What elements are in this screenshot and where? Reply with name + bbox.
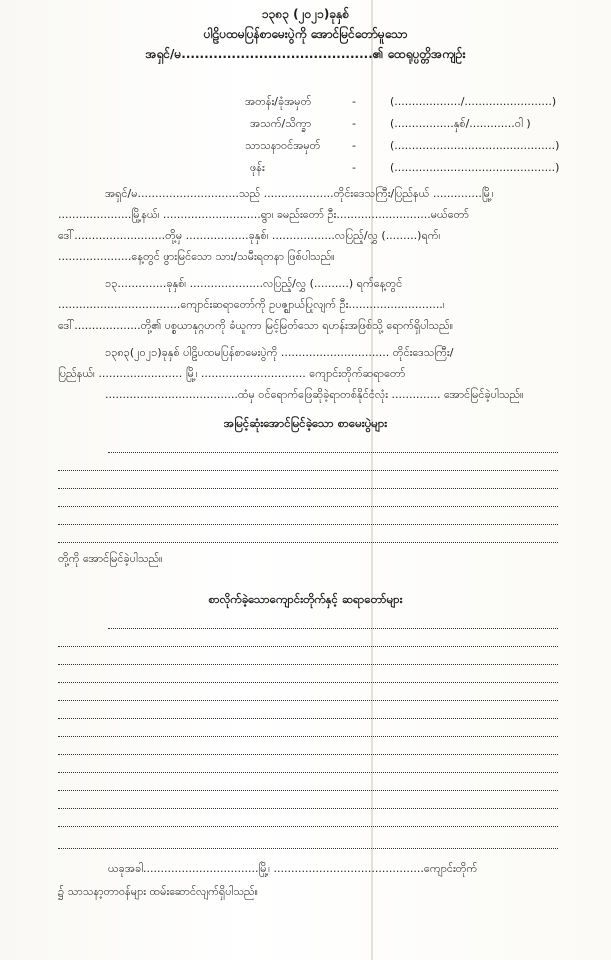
paper-fold [371, 0, 373, 960]
para1-line: အရှင်/မ.............................သည် ....................တိုင်းဒေသကြီး/ပြည်နယ် ..............မြို့၊ [105, 187, 494, 200]
blank-line[interactable] [58, 470, 558, 471]
para3-line: ......................................ထံမှ ဝင်ရောက်ဖြေဆိုခဲ့ရာတစ်နိုင်ငံလုံး .............. အောင်မြင်ခဲ့ပါသည်။ [105, 388, 524, 401]
field-dash: - [352, 117, 356, 130]
blank-line[interactable] [58, 524, 558, 525]
field-dash: - [352, 95, 356, 108]
field-value-sasana-number[interactable]: (..............................................) [390, 139, 560, 152]
field-label-age-vassa: အသက်/သိက္ခာ [250, 117, 312, 130]
header-biography-title: အရှင်/မ..........................................၏ ထေရုပ္ပတ္တိအကျဉ်း [145, 47, 466, 61]
closing-line: ၌ သာသနာ့တာဝန်များ ထမ်းဆောင်လျက်ရှိပါသည်။ [58, 885, 258, 898]
para1-line: ဒေါ်..........................တို့မှ ..................ခုနှစ်၊ ..................လပြည့်/လွှ (.........)ရက်၊ [58, 229, 441, 242]
blank-line[interactable] [58, 488, 558, 489]
para2-line: ၁၃..............ခုနှစ်၊ .....................လပြည့်/လွှ (..........) ရက်နေ့တွင် [105, 277, 403, 290]
field-dash: - [352, 161, 356, 174]
closing-line: ယခုအခါ.................................မြို့၊ ...........................................ကျောင်းတိုက် [108, 862, 478, 875]
header-exam-title: ပါဠိပထမပြန်စာမေးပွဲကို အောင်မြင်တော်မူသော [203, 27, 408, 41]
blank-line[interactable] [58, 790, 558, 791]
para3-line: ၁၃၈၃(၂၀၂၁)ခုနှစ် ပါဠိပထမပြန်စာမေးပွဲကို ............................... တိုင်းဒေသကြီး/ [105, 346, 454, 359]
section-monasteries-title: စာလိုက်ခဲ့သောကျောင်းတိုက်နှင့် ဆရာတော်များ [208, 592, 403, 606]
header-year: ၁၃၈၃ (၂၀၂၁)ခုနှစ် [261, 7, 350, 21]
blank-line[interactable] [108, 452, 558, 453]
blank-line[interactable] [58, 718, 558, 719]
blank-line[interactable] [58, 682, 558, 683]
section-highest-exams-footer: တို့ကို အောင်မြင်ခဲ့ပါသည်။ [58, 552, 163, 565]
field-value-age-vassa[interactable]: (.................နှစ်/.............ဝါ ) [390, 117, 531, 130]
blank-line[interactable] [58, 736, 558, 737]
field-label-sasana-number: သာသနာဝင်အမှတ် [245, 139, 321, 152]
blank-line[interactable] [58, 646, 558, 647]
para2-line: ...................................ကျောင်းဆရာတော်ကို ဥပဇ္ဈာယ်ပြုလျက် ဦး...........................၊ [58, 298, 445, 311]
field-label-phone: ဖုန်း [250, 161, 265, 174]
blank-line[interactable] [58, 542, 558, 543]
para1-line: .....................မြို့နယ်၊ ............................ရွာ၊ ခမည်းတော် ဦး...........................မယ်တော် [58, 208, 469, 221]
blank-line[interactable] [108, 628, 558, 629]
blank-line[interactable] [58, 826, 558, 827]
para3-line: ပြည်နယ်၊ ........................ မြို့၊ .............................. ကျောင်းတိုက်ဆရာတော် [58, 367, 406, 380]
para1-line: .....................နေ့တွင် ဖွားမြင်သော သား/သမီးရတနာ ဖြစ်ပါသည်။ [58, 250, 335, 263]
field-value-phone[interactable]: (..............................................) [390, 161, 560, 174]
para2-line: ဒေါ်...................တို့၏ ပစ္စယာနုဂ္ဂဟကို ခံယူကာ မြင့်မြတ်သော ရဟန်းအဖြစ်သို့ ရောက်ရှိပါသည်။ [58, 319, 454, 332]
blank-line[interactable] [58, 772, 558, 773]
blank-line[interactable] [58, 808, 558, 809]
field-label-class-seat: အတန်း/ခုံအမှတ် [245, 95, 312, 108]
field-value-class-seat[interactable]: (.................../.........................) [390, 95, 557, 108]
blank-line[interactable] [58, 700, 558, 701]
blank-line[interactable] [58, 848, 558, 849]
blank-line[interactable] [58, 754, 558, 755]
section-highest-exams-title: အမြင့်ဆုံးအောင်မြင်ခဲ့သော စာမေးပွဲများ [223, 416, 388, 430]
field-dash: - [352, 139, 356, 152]
blank-line[interactable] [58, 664, 558, 665]
blank-line[interactable] [58, 506, 558, 507]
